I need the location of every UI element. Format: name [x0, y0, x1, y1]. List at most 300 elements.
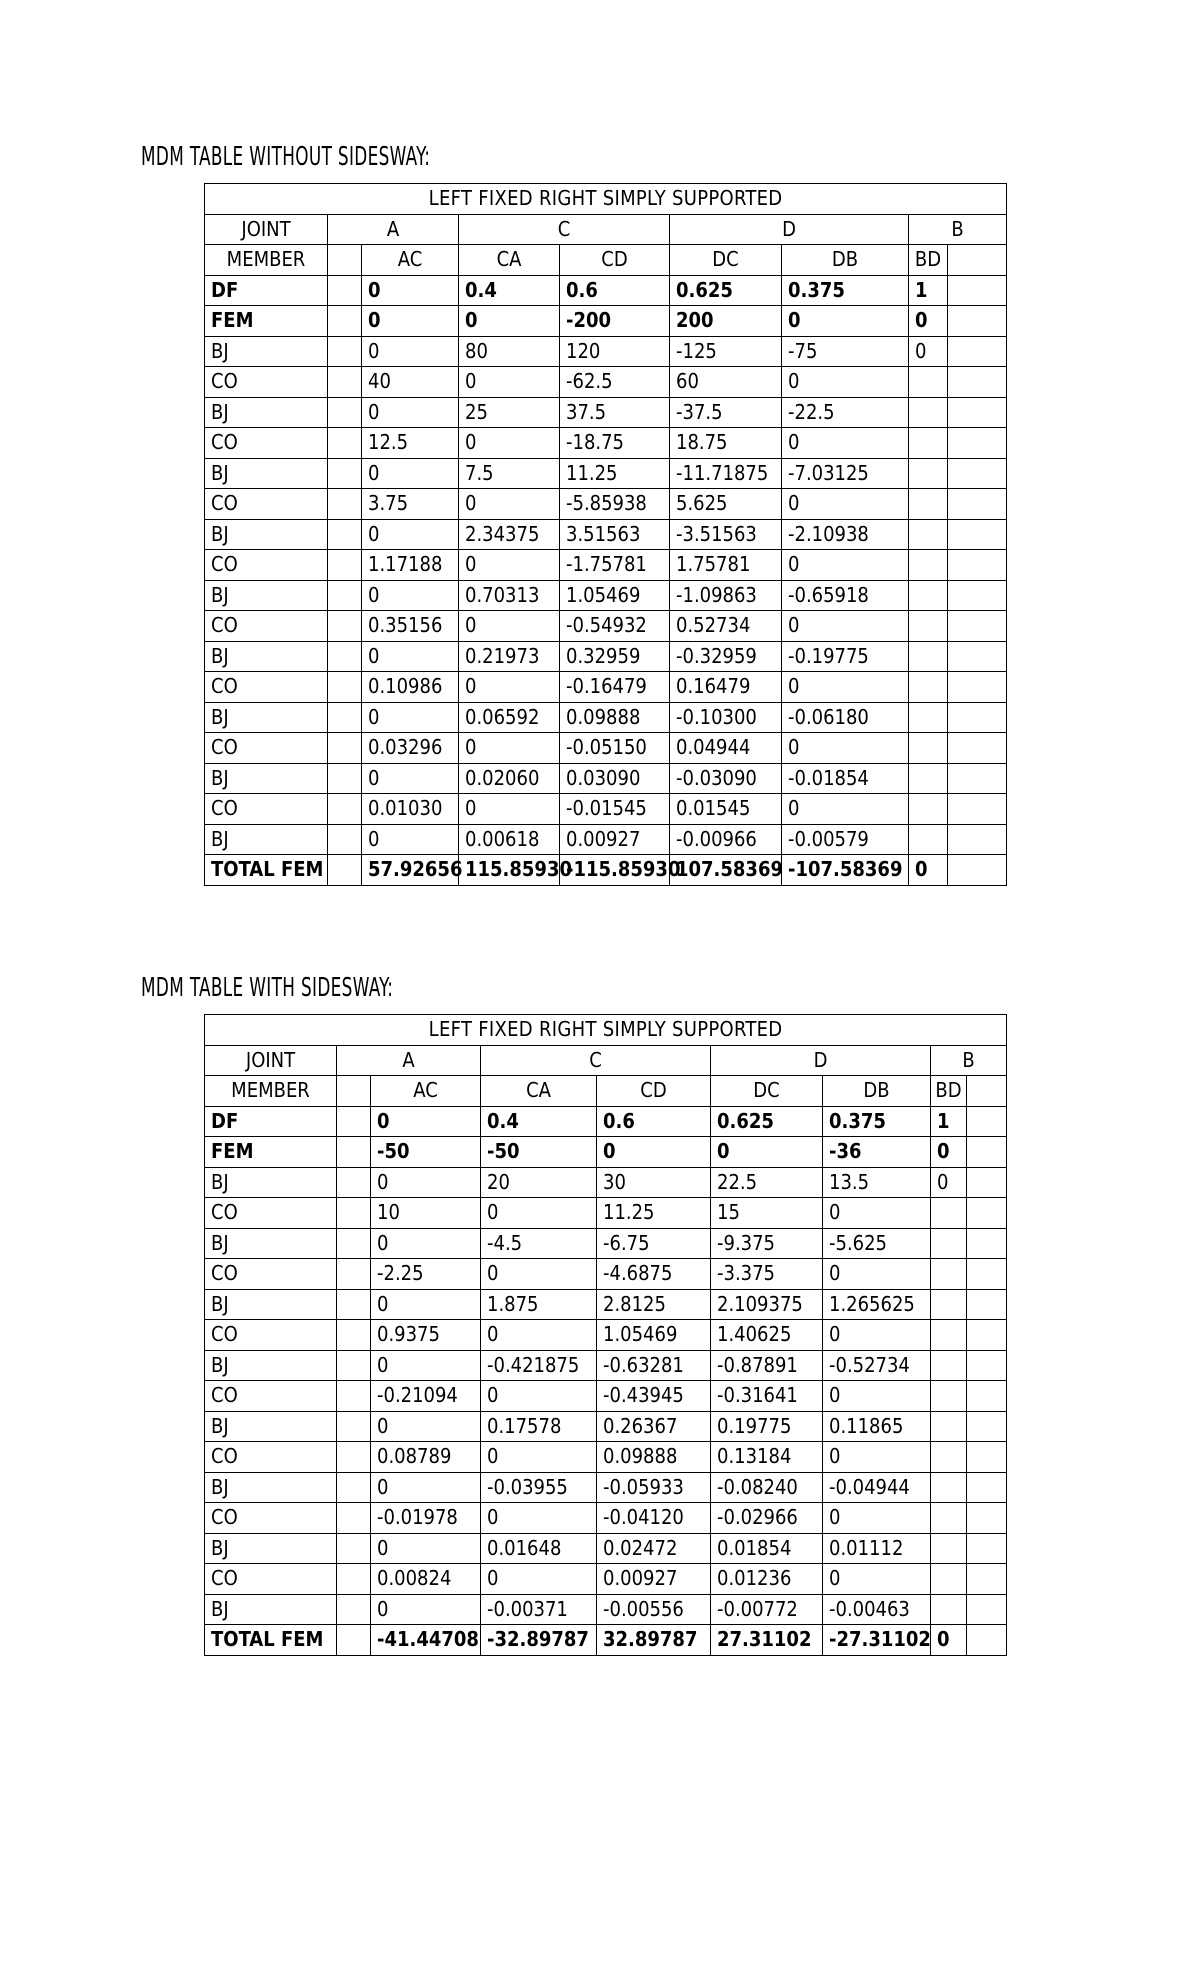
- value-cell: 1.17188: [362, 550, 459, 581]
- value-cell: 0: [823, 1564, 931, 1595]
- value-cell: 0.19775: [711, 1411, 823, 1442]
- row-label: BJ: [205, 458, 328, 489]
- value-cell: 1.05469: [597, 1320, 711, 1351]
- spacer-cell: [967, 1381, 1007, 1412]
- row-label: CO: [205, 367, 328, 398]
- spacer-cell: [948, 794, 1007, 825]
- value-cell: [931, 1381, 967, 1412]
- value-cell: 0: [362, 824, 459, 855]
- value-cell: 13.5: [823, 1167, 931, 1198]
- spacer-cell: [328, 519, 362, 550]
- value-cell: [931, 1228, 967, 1259]
- value-cell: 0: [362, 336, 459, 367]
- spacer-cell: [328, 763, 362, 794]
- value-cell: [909, 489, 948, 520]
- table-row: [205, 855, 1007, 886]
- joint-d: D: [711, 1045, 931, 1076]
- value-cell: -0.65918: [782, 580, 909, 611]
- table-row: [205, 1564, 1007, 1595]
- value-cell: [931, 1320, 967, 1351]
- value-cell: 2.109375: [711, 1289, 823, 1320]
- value-cell: 0.6: [560, 275, 670, 306]
- value-cell: 0: [481, 1564, 597, 1595]
- row-label: CO: [205, 428, 328, 459]
- spacer-cell: [337, 1320, 371, 1351]
- table-row: [205, 763, 1007, 794]
- table-row: [205, 1381, 1007, 1412]
- value-cell: 0: [481, 1259, 597, 1290]
- table-row: [205, 672, 1007, 703]
- spacer-cell: [337, 1289, 371, 1320]
- value-cell: 0: [782, 672, 909, 703]
- member-ca: CA: [481, 1076, 597, 1107]
- table-title: LEFT FIXED RIGHT SIMPLY SUPPORTED: [205, 184, 1007, 215]
- spacer-cell: [948, 519, 1007, 550]
- row-label: CO: [205, 1381, 337, 1412]
- table-title-row: [205, 1015, 1007, 1046]
- value-cell: [909, 458, 948, 489]
- value-cell: [931, 1442, 967, 1473]
- row-label: BJ: [205, 824, 328, 855]
- value-cell: 0: [362, 458, 459, 489]
- value-cell: [909, 367, 948, 398]
- spacer-cell: [328, 580, 362, 611]
- value-cell: 0.02472: [597, 1533, 711, 1564]
- value-cell: 0.10986: [362, 672, 459, 703]
- row-label: CO: [205, 550, 328, 581]
- table-row: [205, 733, 1007, 764]
- table-2-heading: MDM TABLE WITH SIDESWAY:: [141, 973, 394, 1003]
- value-cell: 0: [459, 367, 560, 398]
- value-cell: 0: [823, 1381, 931, 1412]
- value-cell: 0.09888: [560, 702, 670, 733]
- spacer-cell: [337, 1076, 371, 1107]
- spacer-cell: [337, 1533, 371, 1564]
- value-cell: 0: [371, 1289, 481, 1320]
- joint-label: JOINT: [205, 214, 328, 245]
- value-cell: 0: [459, 672, 560, 703]
- value-cell: 0: [711, 1137, 823, 1168]
- row-label: BJ: [205, 763, 328, 794]
- value-cell: [909, 672, 948, 703]
- value-cell: -200: [560, 306, 670, 337]
- joint-row: [205, 214, 1007, 245]
- value-cell: -3.51563: [670, 519, 782, 550]
- value-cell: 0: [371, 1594, 481, 1625]
- row-label: BJ: [205, 1228, 337, 1259]
- row-label: DF: [205, 275, 328, 306]
- value-cell: 60: [670, 367, 782, 398]
- value-cell: 12.5: [362, 428, 459, 459]
- value-cell: 0: [459, 306, 560, 337]
- value-cell: 0: [481, 1198, 597, 1229]
- row-label: BJ: [205, 397, 328, 428]
- member-ac: AC: [362, 245, 459, 276]
- mdm-table-without-sidesway: [204, 183, 1007, 886]
- value-cell: -32.89787: [481, 1625, 597, 1656]
- value-cell: [909, 550, 948, 581]
- value-cell: -62.5: [560, 367, 670, 398]
- table-row: [205, 702, 1007, 733]
- table-row: [205, 1289, 1007, 1320]
- value-cell: 27.31102: [711, 1625, 823, 1656]
- value-cell: 80: [459, 336, 560, 367]
- value-cell: 30: [597, 1167, 711, 1198]
- table-row: [205, 1350, 1007, 1381]
- table-row: [205, 428, 1007, 459]
- value-cell: 0: [481, 1381, 597, 1412]
- value-cell: [931, 1594, 967, 1625]
- row-label: TOTAL FEM: [205, 855, 328, 886]
- row-label: CO: [205, 794, 328, 825]
- value-cell: -0.00966: [670, 824, 782, 855]
- value-cell: -36: [823, 1137, 931, 1168]
- table-row: [205, 794, 1007, 825]
- mdm-table-with-sidesway: [204, 1014, 1007, 1656]
- value-cell: [931, 1411, 967, 1442]
- row-label: FEM: [205, 306, 328, 337]
- value-cell: 0: [362, 306, 459, 337]
- joint-a: A: [328, 214, 459, 245]
- spacer-cell: [948, 611, 1007, 642]
- spacer-cell: [337, 1167, 371, 1198]
- row-label: TOTAL FEM: [205, 1625, 337, 1656]
- row-label: BJ: [205, 580, 328, 611]
- value-cell: -50: [371, 1137, 481, 1168]
- value-cell: 0: [909, 336, 948, 367]
- spacer-cell: [328, 245, 362, 276]
- table-row: [205, 458, 1007, 489]
- value-cell: 0.08789: [371, 1442, 481, 1473]
- value-cell: 0.16479: [670, 672, 782, 703]
- spacer-cell: [337, 1350, 371, 1381]
- value-cell: -0.01545: [560, 794, 670, 825]
- member-label: MEMBER: [205, 1076, 337, 1107]
- spacer-cell: [948, 550, 1007, 581]
- value-cell: 5.625: [670, 489, 782, 520]
- value-cell: 0.375: [782, 275, 909, 306]
- value-cell: 0: [459, 611, 560, 642]
- spacer-cell: [948, 367, 1007, 398]
- value-cell: 0.09888: [597, 1442, 711, 1473]
- spacer-cell: [328, 824, 362, 855]
- value-cell: 0.01112: [823, 1533, 931, 1564]
- spacer-cell: [337, 1594, 371, 1625]
- value-cell: 0.4: [459, 275, 560, 306]
- value-cell: [909, 519, 948, 550]
- table-row: [205, 1472, 1007, 1503]
- value-cell: 10: [371, 1198, 481, 1229]
- value-cell: -0.00579: [782, 824, 909, 855]
- table-row: [205, 306, 1007, 337]
- table-row: [205, 1320, 1007, 1351]
- value-cell: 0.00927: [560, 824, 670, 855]
- row-label: CO: [205, 1442, 337, 1473]
- value-cell: 0: [782, 550, 909, 581]
- member-row: [205, 245, 1007, 276]
- spacer-cell: [948, 245, 1007, 276]
- value-cell: 0: [782, 306, 909, 337]
- row-label: CO: [205, 1503, 337, 1534]
- value-cell: 57.92656: [362, 855, 459, 886]
- value-cell: -0.43945: [597, 1381, 711, 1412]
- value-cell: 0: [909, 855, 948, 886]
- value-cell: -125: [670, 336, 782, 367]
- value-cell: 1.75781: [670, 550, 782, 581]
- spacer-cell: [948, 489, 1007, 520]
- table-row: [205, 1167, 1007, 1198]
- value-cell: 0.01545: [670, 794, 782, 825]
- row-label: BJ: [205, 1350, 337, 1381]
- member-row: [205, 1076, 1007, 1107]
- value-cell: 0: [931, 1625, 967, 1656]
- table-row: [205, 1503, 1007, 1534]
- value-cell: 0: [909, 306, 948, 337]
- spacer-cell: [337, 1564, 371, 1595]
- value-cell: 0: [481, 1503, 597, 1534]
- value-cell: 0.04944: [670, 733, 782, 764]
- value-cell: -9.375: [711, 1228, 823, 1259]
- value-cell: 0: [371, 1228, 481, 1259]
- spacer-cell: [337, 1137, 371, 1168]
- value-cell: 0: [782, 794, 909, 825]
- spacer-cell: [967, 1350, 1007, 1381]
- value-cell: 1: [909, 275, 948, 306]
- value-cell: -0.21094: [371, 1381, 481, 1412]
- value-cell: -0.00371: [481, 1594, 597, 1625]
- value-cell: -75: [782, 336, 909, 367]
- table-1-heading: MDM TABLE WITHOUT SIDESWAY:: [141, 142, 431, 172]
- value-cell: [909, 763, 948, 794]
- value-cell: 0: [371, 1167, 481, 1198]
- value-cell: 0: [459, 550, 560, 581]
- member-cd: CD: [597, 1076, 711, 1107]
- value-cell: 0.01236: [711, 1564, 823, 1595]
- joint-b: B: [909, 214, 1007, 245]
- member-dc: DC: [711, 1076, 823, 1107]
- value-cell: [931, 1350, 967, 1381]
- spacer-cell: [967, 1442, 1007, 1473]
- value-cell: 1.875: [481, 1289, 597, 1320]
- value-cell: -0.04120: [597, 1503, 711, 1534]
- value-cell: 0: [481, 1320, 597, 1351]
- value-cell: [909, 702, 948, 733]
- spacer-cell: [967, 1320, 1007, 1351]
- value-cell: [909, 824, 948, 855]
- spacer-cell: [328, 428, 362, 459]
- spacer-cell: [948, 397, 1007, 428]
- value-cell: 40: [362, 367, 459, 398]
- value-cell: 0: [931, 1167, 967, 1198]
- row-label: BJ: [205, 1594, 337, 1625]
- spacer-cell: [948, 641, 1007, 672]
- value-cell: 0: [459, 428, 560, 459]
- member-label: MEMBER: [205, 245, 328, 276]
- value-cell: 20: [481, 1167, 597, 1198]
- spacer-cell: [967, 1411, 1007, 1442]
- row-label: DF: [205, 1106, 337, 1137]
- value-cell: 0.01854: [711, 1533, 823, 1564]
- table-row: [205, 367, 1007, 398]
- value-cell: -0.52734: [823, 1350, 931, 1381]
- row-label: CO: [205, 1320, 337, 1351]
- row-label: CO: [205, 733, 328, 764]
- value-cell: 0: [371, 1533, 481, 1564]
- value-cell: -0.03955: [481, 1472, 597, 1503]
- spacer-cell: [967, 1594, 1007, 1625]
- joint-label: JOINT: [205, 1045, 337, 1076]
- value-cell: -0.00556: [597, 1594, 711, 1625]
- spacer-cell: [948, 580, 1007, 611]
- member-cd: CD: [560, 245, 670, 276]
- value-cell: -0.01854: [782, 763, 909, 794]
- value-cell: -0.08240: [711, 1472, 823, 1503]
- value-cell: -18.75: [560, 428, 670, 459]
- spacer-cell: [337, 1503, 371, 1534]
- table-row: [205, 275, 1007, 306]
- spacer-cell: [967, 1076, 1007, 1107]
- row-label: CO: [205, 1564, 337, 1595]
- value-cell: 200: [670, 306, 782, 337]
- value-cell: 120: [560, 336, 670, 367]
- spacer-cell: [967, 1167, 1007, 1198]
- value-cell: 0: [362, 702, 459, 733]
- value-cell: [931, 1533, 967, 1564]
- value-cell: 0: [362, 397, 459, 428]
- spacer-cell: [967, 1106, 1007, 1137]
- value-cell: 0: [371, 1106, 481, 1137]
- value-cell: [909, 397, 948, 428]
- value-cell: 0.06592: [459, 702, 560, 733]
- value-cell: [909, 428, 948, 459]
- table-title: LEFT FIXED RIGHT SIMPLY SUPPORTED: [205, 1015, 1007, 1046]
- value-cell: -27.31102: [823, 1625, 931, 1656]
- value-cell: -107.58369: [782, 855, 909, 886]
- value-cell: -0.10300: [670, 702, 782, 733]
- value-cell: -0.87891: [711, 1350, 823, 1381]
- value-cell: 3.75: [362, 489, 459, 520]
- value-cell: [931, 1472, 967, 1503]
- value-cell: 37.5: [560, 397, 670, 428]
- value-cell: 0: [459, 794, 560, 825]
- value-cell: 0: [823, 1259, 931, 1290]
- value-cell: [909, 733, 948, 764]
- value-cell: 25: [459, 397, 560, 428]
- value-cell: -0.03090: [670, 763, 782, 794]
- value-cell: -0.54932: [560, 611, 670, 642]
- table-row: [205, 336, 1007, 367]
- spacer-cell: [948, 458, 1007, 489]
- spacer-cell: [337, 1442, 371, 1473]
- row-label: BJ: [205, 1472, 337, 1503]
- table-row: [205, 580, 1007, 611]
- spacer-cell: [328, 489, 362, 520]
- value-cell: 0.625: [711, 1106, 823, 1137]
- table-row: [205, 1259, 1007, 1290]
- table-row: [205, 1106, 1007, 1137]
- value-cell: 0: [931, 1137, 967, 1168]
- table-title-row: [205, 184, 1007, 215]
- value-cell: -41.44708: [371, 1625, 481, 1656]
- value-cell: -0.16479: [560, 672, 670, 703]
- row-label: BJ: [205, 1533, 337, 1564]
- value-cell: -0.05933: [597, 1472, 711, 1503]
- row-label: BJ: [205, 641, 328, 672]
- spacer-cell: [337, 1198, 371, 1229]
- member-db: DB: [823, 1076, 931, 1107]
- table-row: [205, 824, 1007, 855]
- value-cell: -0.02966: [711, 1503, 823, 1534]
- spacer-cell: [967, 1228, 1007, 1259]
- spacer-cell: [337, 1625, 371, 1656]
- value-cell: 0.01648: [481, 1533, 597, 1564]
- row-label: BJ: [205, 336, 328, 367]
- table-row: [205, 1594, 1007, 1625]
- value-cell: 0: [459, 733, 560, 764]
- value-cell: -4.5: [481, 1228, 597, 1259]
- value-cell: 1: [931, 1106, 967, 1137]
- value-cell: -0.06180: [782, 702, 909, 733]
- table-row: [205, 611, 1007, 642]
- table-row: [205, 550, 1007, 581]
- value-cell: 0.13184: [711, 1442, 823, 1473]
- spacer-cell: [337, 1381, 371, 1412]
- member-db: DB: [782, 245, 909, 276]
- value-cell: -0.421875: [481, 1350, 597, 1381]
- spacer-cell: [328, 458, 362, 489]
- value-cell: 0.03296: [362, 733, 459, 764]
- spacer-cell: [967, 1289, 1007, 1320]
- row-label: CO: [205, 489, 328, 520]
- row-label: CO: [205, 1198, 337, 1229]
- value-cell: 0: [597, 1137, 711, 1168]
- value-cell: -0.05150: [560, 733, 670, 764]
- value-cell: 0.26367: [597, 1411, 711, 1442]
- row-label: BJ: [205, 1289, 337, 1320]
- spacer-cell: [948, 763, 1007, 794]
- value-cell: 0: [782, 489, 909, 520]
- row-label: CO: [205, 672, 328, 703]
- value-cell: 0: [823, 1503, 931, 1534]
- value-cell: -2.10938: [782, 519, 909, 550]
- value-cell: 18.75: [670, 428, 782, 459]
- value-cell: 32.89787: [597, 1625, 711, 1656]
- value-cell: 0.70313: [459, 580, 560, 611]
- spacer-cell: [328, 733, 362, 764]
- value-cell: 0: [362, 580, 459, 611]
- spacer-cell: [967, 1137, 1007, 1168]
- value-cell: 0.6: [597, 1106, 711, 1137]
- member-bd: BD: [909, 245, 948, 276]
- value-cell: 0: [371, 1411, 481, 1442]
- value-cell: -5.625: [823, 1228, 931, 1259]
- spacer-cell: [948, 702, 1007, 733]
- value-cell: 0: [782, 428, 909, 459]
- spacer-cell: [948, 672, 1007, 703]
- value-cell: -0.63281: [597, 1350, 711, 1381]
- value-cell: 0: [782, 611, 909, 642]
- value-cell: [909, 580, 948, 611]
- value-cell: 0: [823, 1320, 931, 1351]
- spacer-cell: [328, 336, 362, 367]
- spacer-cell: [967, 1503, 1007, 1534]
- value-cell: 0: [362, 763, 459, 794]
- spacer-cell: [337, 1411, 371, 1442]
- spacer-cell: [948, 733, 1007, 764]
- table-row: [205, 489, 1007, 520]
- spacer-cell: [948, 824, 1007, 855]
- table-row: [205, 1533, 1007, 1564]
